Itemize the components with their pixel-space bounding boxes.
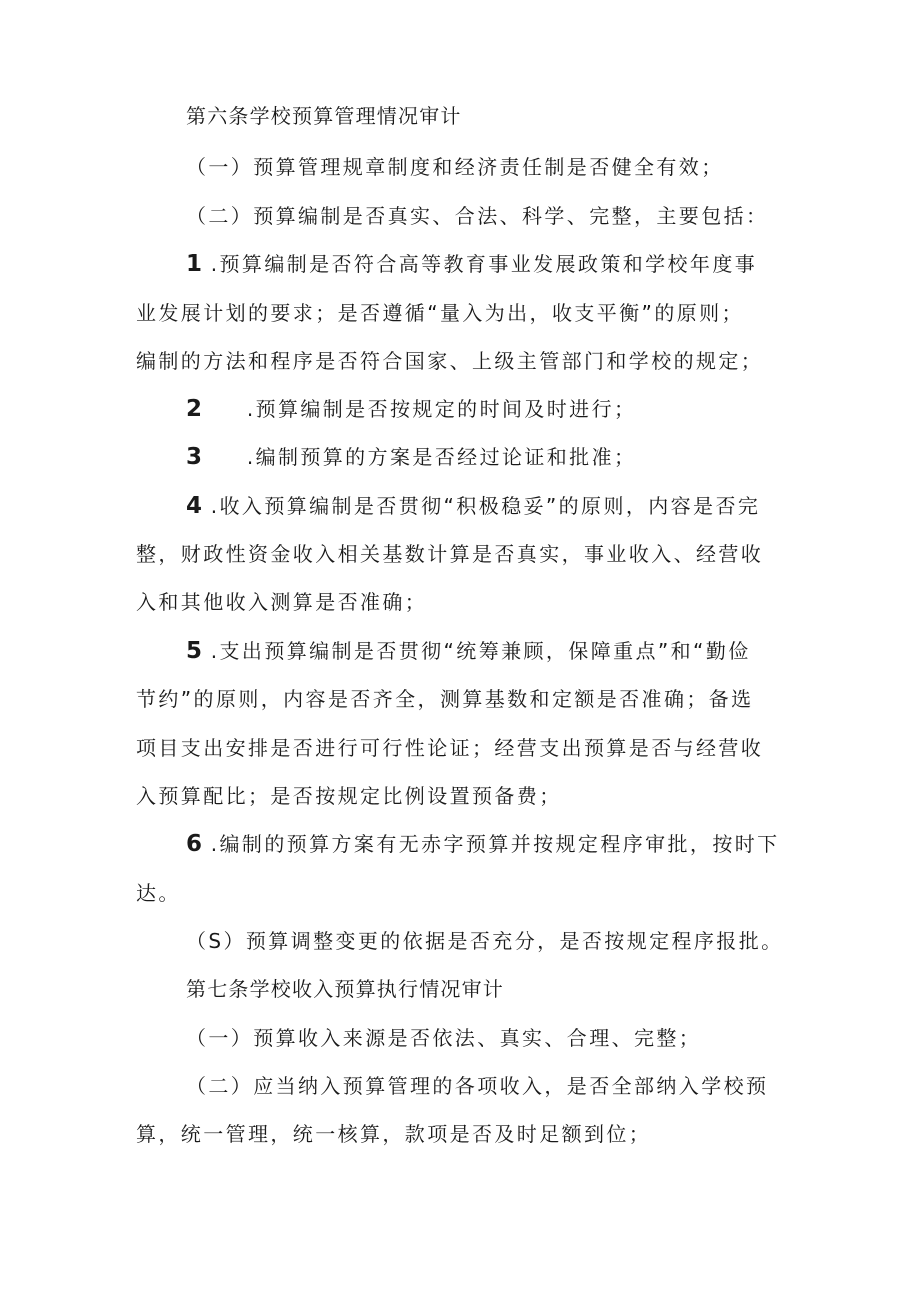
- paragraph-line: 4 .收入预算编制是否贯彻“积极稳妥”的原则，内容是否完: [186, 493, 761, 519]
- paragraph-line: 业发展计划的要求；是否遵循“量入为出，收支平衡”的原则；: [136, 301, 744, 325]
- item-number: 5: [186, 638, 203, 664]
- paragraph-line: （一）预算管理规章制度和经济责任制是否健全有效；: [186, 155, 724, 179]
- paragraph-line: 入和其他收入测算是否准确；: [136, 590, 428, 614]
- item-number: 1: [186, 251, 203, 277]
- paragraph-line: （二）预算编制是否真实、合法、科学、完整，主要包括：: [186, 204, 769, 228]
- paragraph-line: 编制的方法和程序是否符合国家、上级主管部门和学校的规定；: [136, 349, 764, 373]
- paragraph-line: 6 .编制的预算方案有无赤字预算并按规定程序审批，按时下: [186, 831, 780, 857]
- article-6-heading: 第六条学校预算管理情况审计: [186, 104, 462, 128]
- paragraph-line: 达。: [136, 881, 181, 905]
- item-number: 6: [186, 831, 203, 857]
- paragraph-line: 3 .编制预算的方案是否经过论证和批准；: [186, 444, 637, 470]
- paragraph-line: （S）预算调整变更的依据是否充分，是否按规定程序报批。: [186, 929, 784, 953]
- paragraph-line: 2 .预算编制是否按规定的时间及时进行；: [186, 396, 637, 422]
- item-number: 4: [186, 493, 203, 519]
- paragraph-line: 整，财政性资金收入相关基数计算是否真实，事业收入、经营收: [136, 542, 764, 566]
- item-number: 2: [186, 396, 203, 422]
- paragraph-line: 1 .预算编制是否符合高等教育事业发展政策和学校年度事: [186, 251, 758, 277]
- paragraph-line: 算，统一管理，统一核算，款项是否及时足额到位；: [136, 1122, 652, 1146]
- paragraph-line: 5 .支出预算编制是否贯彻“统筹兼顾，保障重点”和“勤俭: [186, 638, 751, 664]
- paragraph-line: （二）应当纳入预算管理的各项收入，是否全部纳入学校预: [186, 1074, 769, 1098]
- paragraph-line: 项目支出安排是否进行可行性论证；经营支出预算是否与经营收: [136, 736, 764, 760]
- paragraph-line: 节约”的原则，内容是否齐全，测算基数和定额是否准确；备选: [136, 687, 754, 711]
- article-7-heading: 第七条学校收入预算执行情况审计: [186, 977, 504, 1001]
- item-number: 3: [186, 444, 203, 470]
- paragraph-line: 入预算配比；是否按规定比例设置预备费；: [136, 784, 562, 808]
- paragraph-line: （一）预算收入来源是否依法、真实、合理、完整；: [186, 1026, 702, 1050]
